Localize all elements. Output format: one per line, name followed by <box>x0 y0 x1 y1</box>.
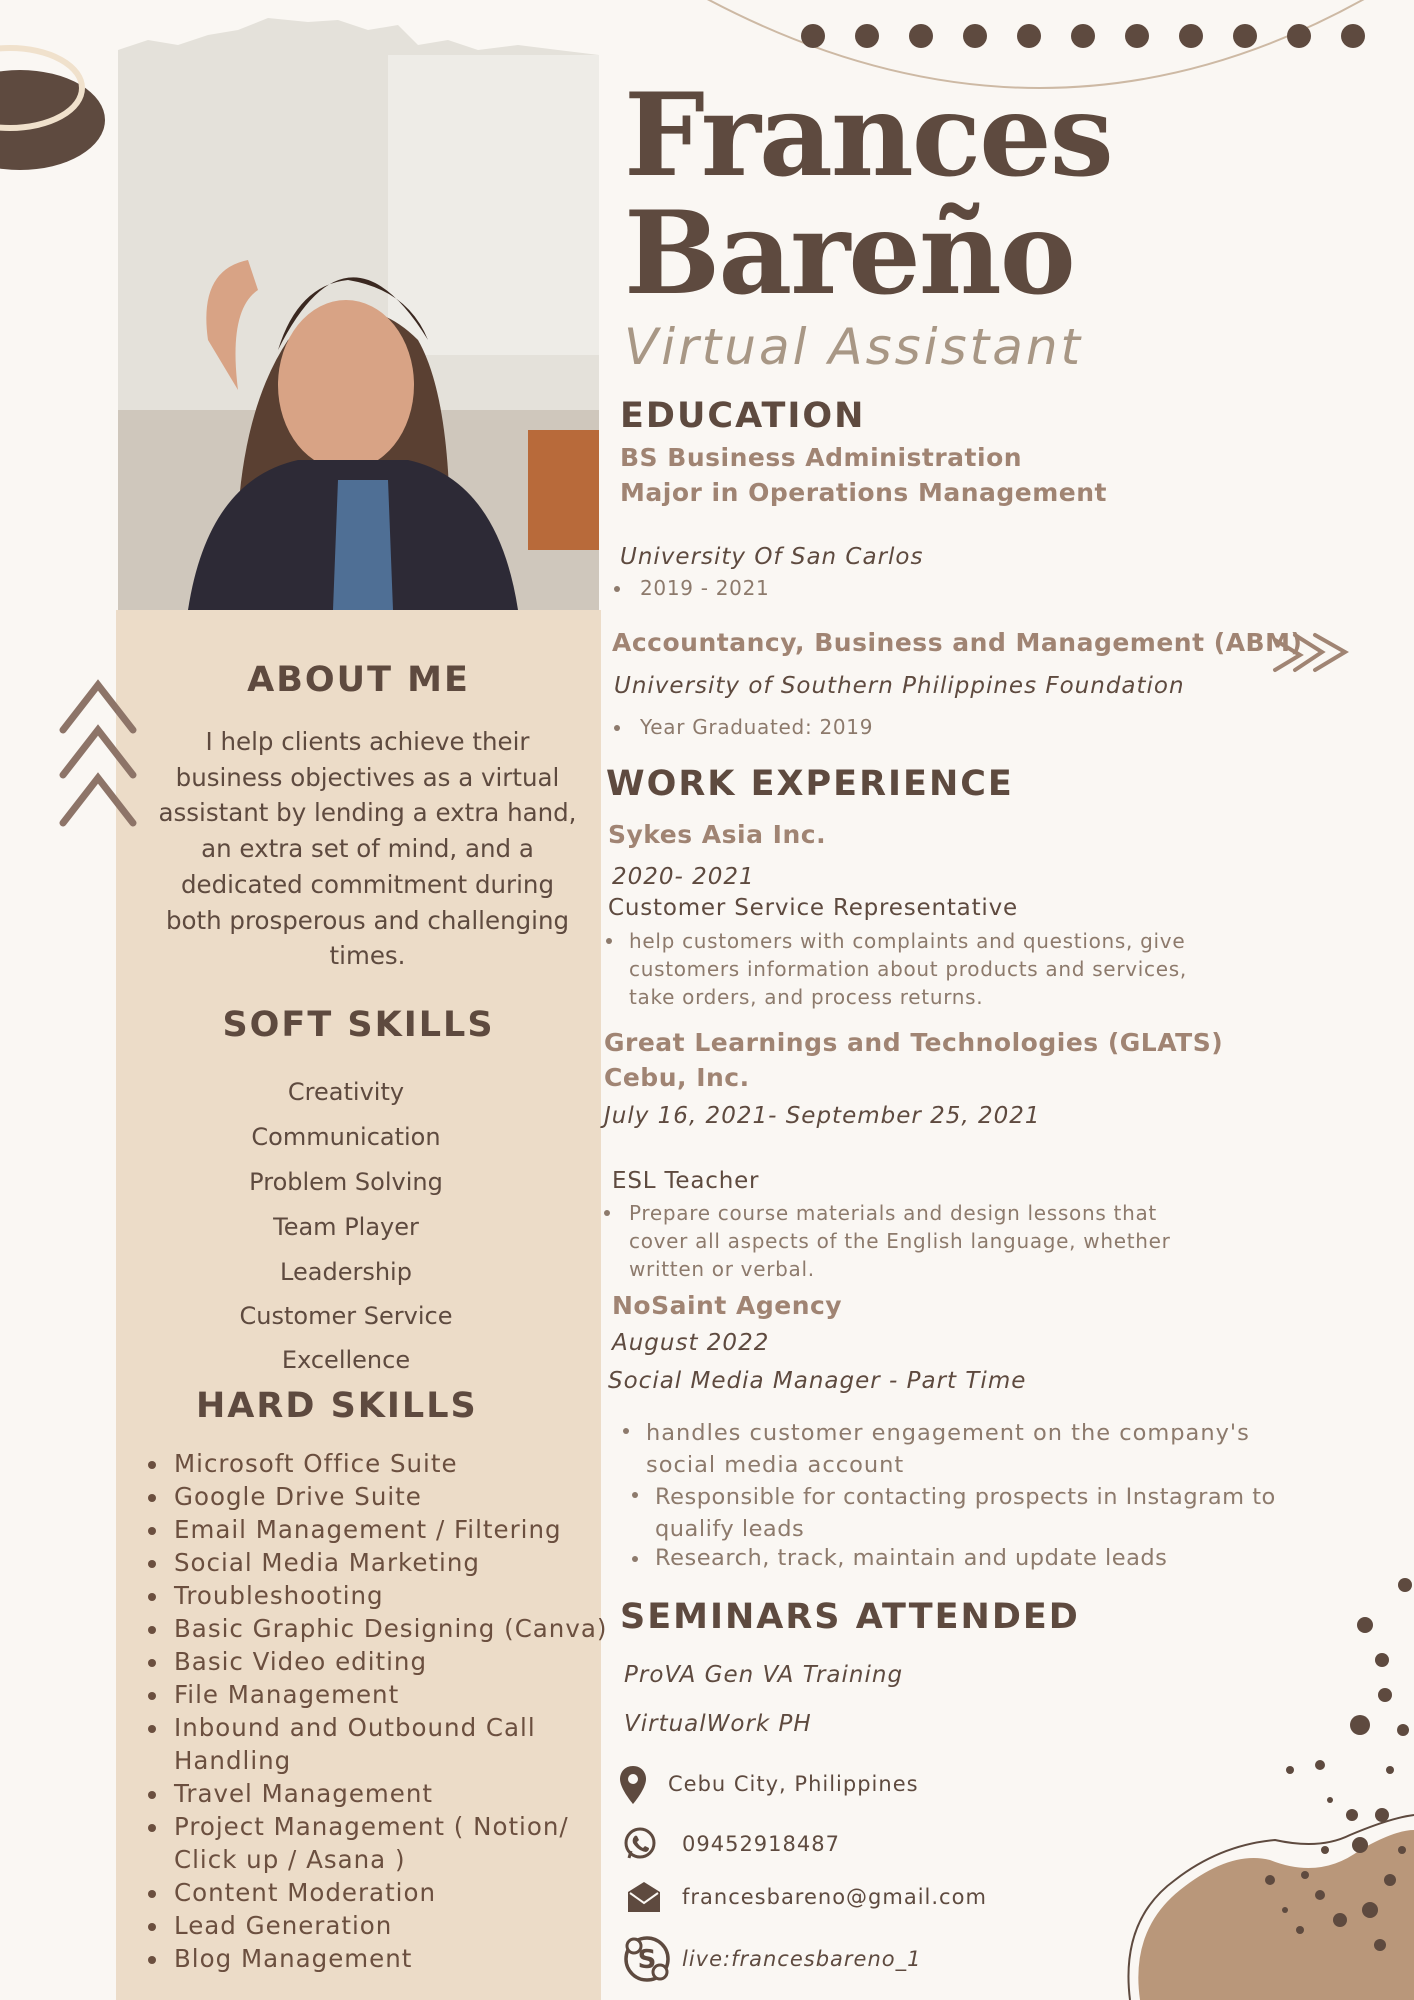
role-title: Virtual Assistant <box>624 318 1084 376</box>
job3-bullet3: Research, track, maintain and update leads <box>655 1545 1168 1571</box>
soft-skill-item: Communication <box>251 1123 441 1151</box>
school1: University Of San Carlos <box>620 544 924 570</box>
soft-skill-item: Excellence <box>281 1346 411 1374</box>
hard-skills-heading: HARD SKILLS <box>196 1386 478 1426</box>
bullet-dot <box>606 938 612 944</box>
hard-skill-item: • Inbound and Outbound Call Handling <box>170 1711 630 1777</box>
soft-skill-item: Customer Service <box>239 1302 453 1330</box>
hard-skill-item: • Social Media Marketing <box>170 1546 630 1579</box>
svg-text:S: S <box>637 1945 657 1975</box>
job1-description: help customers with complaints and questions, give customers information about products and services, take orders, and process returns. <box>629 929 1187 1009</box>
soft-skill-item: Team Player <box>273 1213 419 1241</box>
seminar-item: ProVA Gen VA Training <box>624 1662 904 1688</box>
hard-skills-list <box>145 1447 630 1975</box>
first-name: Frances <box>624 68 1112 202</box>
hard-skill-item: • Email Management / Filtering <box>170 1513 630 1546</box>
hard-skill-item: • Basic Video editing <box>170 1645 630 1678</box>
bottom-right-blob-decoration <box>1120 1560 1414 2000</box>
bullet-dot <box>604 1210 610 1216</box>
soft-skill-item: Creativity <box>287 1078 405 1106</box>
job3-bullet1: handles customer engagement on the company's social media account <box>646 1420 1250 1478</box>
job2-dates: July 16, 2021- September 25, 2021 <box>604 1103 1041 1129</box>
top-left-oval-decoration <box>0 30 120 180</box>
hard-skill-item: • Microsoft Office Suite <box>170 1447 630 1480</box>
soft-skills-heading: SOFT SKILLS <box>222 1005 495 1045</box>
job1-company: Sykes Asia Inc. <box>608 820 827 849</box>
hard-skill-item: • Blog Management <box>170 1942 630 1975</box>
work-heading: WORK EXPERIENCE <box>606 764 1014 804</box>
bullet-dot <box>632 1492 638 1498</box>
strand: Accountancy, Business and Management (ABM) <box>612 628 1303 657</box>
seminar-item: VirtualWork PH <box>624 1711 812 1737</box>
hard-skill-item: • Google Drive Suite <box>170 1480 630 1513</box>
job2-title: ESL Teacher <box>612 1168 760 1194</box>
years1: 2019 - 2021 <box>640 576 770 600</box>
about-text: I help clients achieve their business objectives as a virtual assistant by lending a extra hand, an extra set of mind, and a dedicated commitment during both prosperous and challenging times. <box>158 727 577 971</box>
skype-text[interactable]: live:francesbareno_1 <box>682 1947 922 1971</box>
job1-dates: 2020- 2021 <box>612 864 755 890</box>
hard-skill-item: • File Management <box>170 1678 630 1711</box>
hard-skill-item: • Troubleshooting <box>170 1579 630 1612</box>
job2-company-line1: Great Learnings and Technologies (GLATS) <box>604 1028 1224 1057</box>
job3-title: Social Media Manager - Part Time <box>608 1368 1027 1394</box>
location-text: Cebu City, Philippines <box>668 1772 919 1796</box>
seminars-heading: SEMINARS ATTENDED <box>620 1597 1080 1637</box>
education-heading: EDUCATION <box>620 396 866 436</box>
job3-bullet2: Responsible for contacting prospects in Instagram to qualify leads <box>655 1484 1276 1542</box>
degree-line2: Major in Operations Management <box>620 478 1107 507</box>
profile-photo <box>118 10 599 610</box>
hard-skill-item: • Travel Management <box>170 1777 630 1810</box>
soft-skill-item: Problem Solving <box>249 1168 443 1196</box>
email-text[interactable]: francesbareno@gmail.com <box>682 1885 987 1909</box>
hard-skill-item: • Content Moderation <box>170 1876 630 1909</box>
bullet-dot <box>614 586 620 592</box>
hard-skill-item: • Basic Graphic Designing (Canva) <box>170 1612 630 1645</box>
phone-text[interactable]: 09452918487 <box>682 1832 840 1856</box>
whatsapp-icon <box>622 1826 658 1862</box>
bullet-dot <box>632 1556 638 1562</box>
dot-row-decoration <box>790 20 1380 50</box>
job2-company-line2: Cebu, Inc. <box>604 1063 750 1092</box>
mail-icon <box>626 1880 662 1914</box>
location-pin-icon <box>618 1764 648 1806</box>
hard-skill-item: • Lead Generation <box>170 1909 630 1942</box>
job2-description: Prepare course materials and design lessons that cover all aspects of the English language, whether written or verbal. <box>629 1201 1171 1281</box>
degree-line1: BS Business Administration <box>620 443 1023 472</box>
about-heading: ABOUT ME <box>247 660 470 700</box>
soft-skill-item: Leadership <box>280 1258 412 1286</box>
job1-title: Customer Service Representative <box>608 895 1018 921</box>
last-name: Bareño <box>624 186 1074 320</box>
bullet-dot <box>623 1428 629 1434</box>
years2: Year Graduated: 2019 <box>640 715 874 739</box>
job3-company: NoSaint Agency <box>612 1291 843 1320</box>
bullet-dot <box>614 725 620 731</box>
job3-dates: August 2022 <box>612 1330 770 1356</box>
skype-icon <box>622 1934 672 1984</box>
school2: University of Southern Philippines Foundation <box>614 673 1185 699</box>
hard-skill-item: • Project Management ( Notion/ Click up / Asana ) <box>170 1810 630 1876</box>
